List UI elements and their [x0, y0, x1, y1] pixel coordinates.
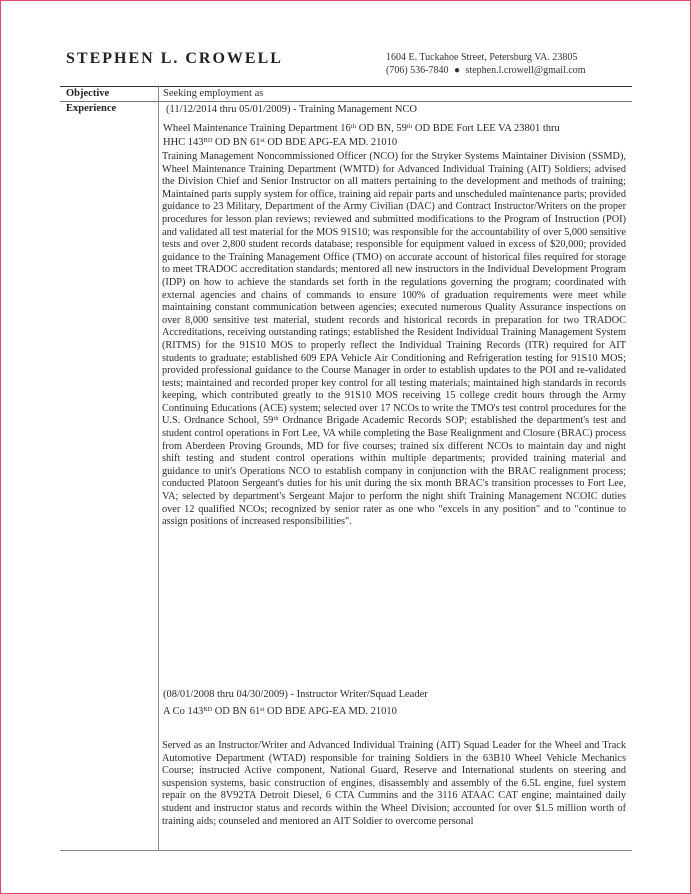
footer-rule	[60, 850, 632, 851]
job2-unit-line1: A Co 143ᴿᴰ OD BN 61ˢᵗ OD BDE APG-EA MD. 21010	[163, 705, 397, 717]
header-rule	[60, 86, 632, 87]
job1-header	[163, 104, 625, 117]
email: stephen.l.crowell@gmail.com	[465, 65, 586, 76]
job2-header	[163, 689, 625, 718]
phone: (706) 536-7840	[386, 65, 449, 76]
phone-email-line	[386, 64, 586, 77]
contact-block	[386, 51, 586, 77]
job1-unit-line2: HHC 143ᴿᴰ OD BN 61ˢᵗ OD BDE APG-EA MD. 21010	[163, 136, 398, 148]
objective-label: Objective	[66, 88, 110, 99]
job1-unit-line1: Wheel Maintenance Training Department 16ᵗʰ OD BN, 59ᵗʰ OD BDE Fort LEE VA 23801 thru	[163, 123, 560, 134]
objective-rule	[60, 101, 632, 102]
address: 1604 E. Tuckahoe Street, Petersburg VA. 23805	[386, 52, 578, 63]
job1-description: Training Management Noncommissioned Officer (NCO) for the Stryker Systems Maintainer Division (SSMD), Wheel Maintenance Training Department (WMTD) for Advanced Individual Training (AIT) Soldiers; advised the Division Chief and Senior Instructor on all matters pertaining to the development and methods of training; Maintained parts supply system for office, training aid repair parts and unscheduled maintenance parts; provided guidance to 23 Military, Department of the Army Civilian (DAC) and Contract Instructor/Writers on the proper procedures for lesson plan reviews; reviewed and submitted modifications to the Program of Instruction (POI) and validated all test material for the MOS 91S10; was responsible for the accountability of over 5,000 sensitive tests and over 2,800 student records database; responsible for equipment valued in excess of $20,000; provided guidance to the Training Management Office (TMO) on accurate account of historical files required for storage to meet TRADOC accreditation standards; mentored all new instructors in the Individual Development Program (IDP) on how to achieve the standards set forth in the regulations governing the program; coordinated with external agencies and chains of commands to ensure 100% of graduation requirements were meet while maintaining constant communication between agencies; executed numerous Quality Assurance inspections on over 8,000 sensitive test material, student records and historical records in preparation for two TRADOC Accreditations, receiving outstanding ratings; established the Resident Individual Training Management System (RITMS) for the 91S10 MOS to properly reflect the Individual Training Records (ITR) required for AIT students to graduate; established 609 EPA Vehicle Air Conditioning and Refrigeration testing for 91S10 MOS; provided professional guidance to the Course Manager in order to establish updates to the POI and re-validated tests; maintained and recorded proper key control for all testing materials; maintained high standards in records keeping, which contributed greatly to the 91S10 MOS receiving 15 college credit hours through the Army Continuing Educations (ACE) system; selected over 17 NCOs to write the TMO's test control procedures for the U.S. Ordnance School, 59ᵗʰ Ordnance Brigade Academic Records SOP; established the department's test and student control operations in Fort Lee, VA while completing the Base Realignment and Closure (BRAC) process from Aberdeen Proving Grounds, MD for five courses; trained six different NCOs to maintain day and night shift testing and student control operations within multiple departments; provided training material and guidance to unit's Operations NCO to establish company in conjunction with the BRAC realignment process; conducted Platoon Sergeant's duties for his unit during the six month BRAC's transition processes to Fort Lee, VA; selected by department's Sergeant Major to perform the night shift Training Management NCOIC duties over 12 qualified NCOs; recognized by senior rater as one who "excels in any position" and to "continue to assign positions of increased responsibilities".	[162, 151, 626, 528]
bullet-separator: ●	[454, 65, 461, 76]
applicant-name: STEPHEN L. CROWELL	[66, 50, 283, 67]
job1-unit	[163, 123, 625, 149]
section-divider	[158, 86, 159, 850]
job2-description: Served as an Instructor/Writer and Advanced Individual Training (AIT) Squad Leader for the Wheel and Track Automotive Department (WTAD) responsible for training Soldiers in the 63B10 Wheel Vehicle Mechanics Course; instructed Active component, National Guard, Reserve and International students on steering and suspension systems, basic construction of engines, disassembly and assembly of the 6.5L engine, fuel system repair on the 8V92TA Detroit Diesel, 6 CTA Cummins and the 3116 ATAAC CAT engine; maintained daily student and instructor status and records within the Wheel Division; accounted for over $1.5 million worth of training aids; counseled and mentored an AIT Soldier to overcome personal	[162, 740, 626, 827]
job1-dates-title: (11/12/2014 thru 05/01/2009) - Training Management NCO	[166, 104, 418, 115]
objective-text: Seeking employment as	[163, 88, 264, 99]
experience-label: Experience	[66, 103, 117, 114]
job2-dates-title: (08/01/2008 thru 04/30/2009) - Instructor Writer/Squad Leader	[163, 689, 428, 700]
